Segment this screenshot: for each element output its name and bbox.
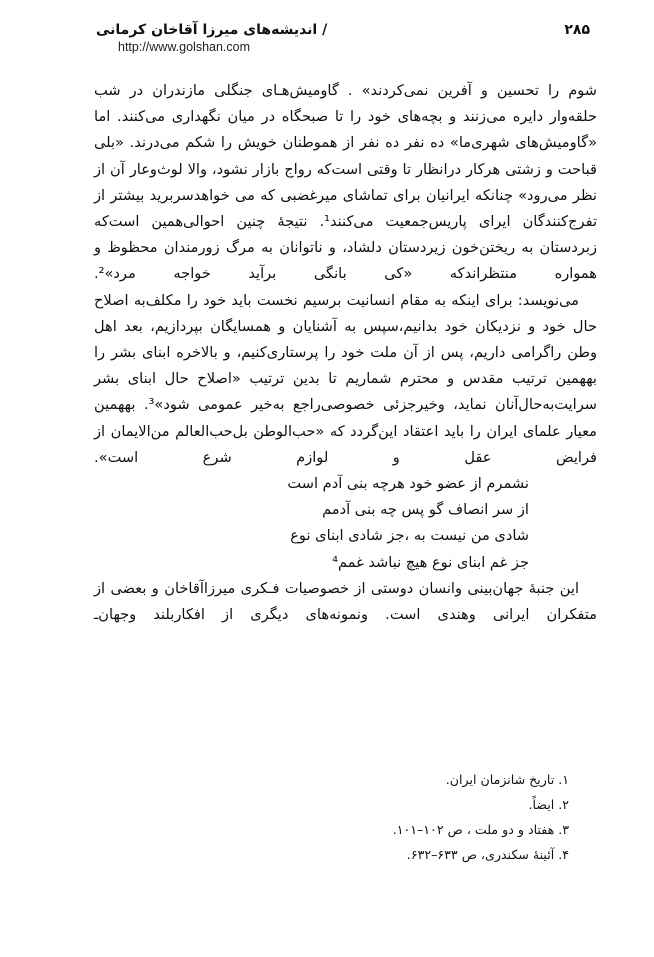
poem-line: از سر انصاف گو پس چه بنی آدمم xyxy=(322,501,529,519)
paragraph: این جنبهٔ جهان‌بینی وانسان دوستی از خصوصیات فـکری میرزاآقاخان و بعضی از متفکران ایرانی وهندی است. ونمونه‌های دیگری از افکاربلند وجهان‌ـ xyxy=(94,579,597,624)
watermark-url: http://www.golshan.com xyxy=(118,40,251,54)
running-title: / اندیشه‌های میرزا آقاخان کرمانی xyxy=(96,22,328,38)
paragraph: شوم را تحسین و آفرین نمی‌کردند» . گاومیش‌هـای جنگلی مازندران در شب حلقه‌وار دایره می‌زنند و بچه‌های خود را تا صبحگاه در میان نگهداری می‌کنند. اما «گاومیش‌های شهری‌ما» ده نفر ده نفر از هموطنان خویش را شکم می‌درند. «بلی قباحت و زشتی هرکار درانظار تا وقتی است‌که رواج بازار نشود، والا لوث‌وعار آن از نظر می‌رود» چنانکه ایرانیان برای تماشای میرغضبی که می خواهدسربرید بیشتر از تفرج‌کنندگان ایرای پاریس‌جمعیت می‌کنند¹. نتیجهٔ چنین احوالی‌همین است‌که زبردستان به ریختن‌خون زیردستان دلشاد، و ناتوانان به مرگ زورمندان محظوظ و همواره منتظراندکه «کی بانگی برآید خواجه مرد»². xyxy=(94,82,598,283)
page-header xyxy=(96,22,590,38)
poem-line: جز غم ابنای نوع هیچ نباشد غمم⁴ xyxy=(332,553,529,571)
page-number: ۲۸۵ xyxy=(564,22,590,38)
poem xyxy=(94,471,597,576)
paragraph: می‌نویسد: برای اینکه به مقام انسانیت برسیم نخست باید خود را مکلف‌به اصلاح حال خود و نزدیکان خود بدانیم،سپس به آشنایان و همسایگان بپردازیم، بعد اهل وطن راگرامی داریم، پس از آن ملت خود را پرستاری‌کنیم، و بالاخره ابنای بشر را بههمین ترتیب مقدس و محترم شماریم تا بدین ترتیب «اصلاح حال ابنای بشر سرایت‌به‌حال‌آنان نماید، وخیرجزئی خصوصی‌راجع به‌خیر عمومی شود»³. بههمین معیار علمای ایران را باید اعتقاد این‌گردد که «حب‌الوطن بل‌حب‌العالم من‌الایمان از فرایض عقل و لوازم شرع است». xyxy=(94,291,597,466)
poem-line: نشمرم از عضو خود هرچه بنی آدم است xyxy=(287,475,529,493)
footnote: ۴. آئینهٔ سکندری، ص ۶۳۳–۶۳۲. xyxy=(406,847,569,862)
footnote: ۳. هفتاد و دو ملت ، ص ۱۰۲–۱۰۱. xyxy=(392,822,569,837)
footnote: ۱. تاریخ شانزمان ایران. xyxy=(445,772,569,787)
poem-line: شادی من نیست به ،جز شادی ابنای نوع xyxy=(290,527,529,545)
footnote: ۲. ایضاً. xyxy=(528,797,569,812)
footnotes xyxy=(94,767,597,867)
main-text xyxy=(94,78,597,628)
